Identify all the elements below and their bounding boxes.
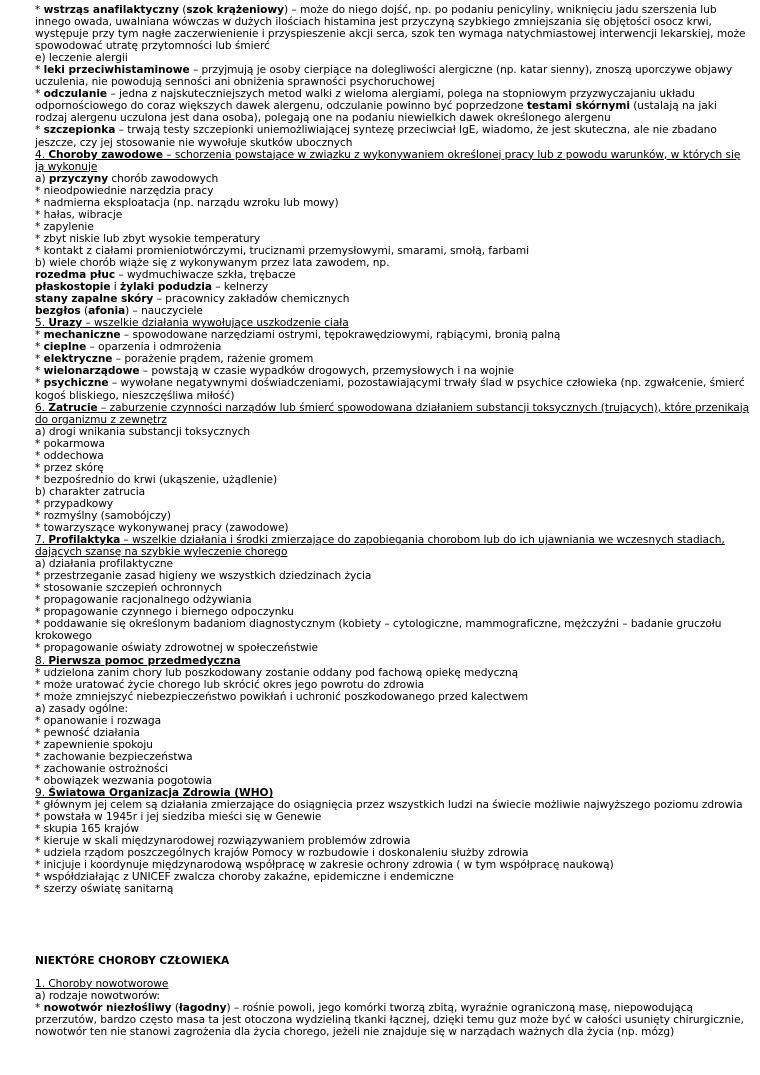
text-run: – oparzenia i odmrożenia [86,341,222,354]
text-line [35,847,750,859]
text-run: – powstają w czasie wypadków drogowych, przemysłowych i na wojnie [139,365,514,378]
text-line [35,835,750,847]
text-line [35,594,750,606]
text-run: 8. [35,654,49,667]
text-line [35,173,750,185]
text-line [35,667,750,679]
text-line [35,727,750,739]
text-run: * propagowanie oświaty zdrowotnej w społeczeństwie [35,642,318,655]
section-heading [35,534,750,558]
bold-term: stany zapalne skóry [35,293,154,306]
bold-term: szczepionka [43,124,116,137]
text-run: – porażenie prądem, rażenie gromem [112,353,314,366]
bold-term: cieplne [43,341,87,354]
text-run: – trwają testy szczepionki uniemożliwiającej syntezę przeciwciał IgE, wiadomo, że jest skuteczna, ale nie zbadano jeszcze, czy jej stosowanie nie wywołuje skutków ubocznych [35,124,717,149]
text-line [35,871,750,883]
text-run: * towarzyszące wykonywanej pracy (zawodowe) [35,522,289,535]
text-line [35,582,750,594]
text-line [35,4,750,52]
text-run: * kontakt z ciałami promieniotwórczymi, truciznami przemysłowymi, smarami, smołą, farbami [35,244,529,257]
section-heading [35,149,750,173]
bold-term: łagodny [178,1001,227,1014]
section-heading [35,402,750,426]
bold-term: mechaniczne [43,329,121,342]
text-line [35,329,750,341]
text-run: * zachowanie ostrożności [35,762,169,775]
text-run: * rozmyślny (samobójczy) [35,509,171,522]
text-run: – jedna z najskuteczniejszych metod walki z wieloma alergiami, polega na stopniowym przyzwyczajaniu układu odpornościowego do coraz większych dawek alergenu, odczulanie powinno być poprzedzone [35,88,695,113]
document-body [35,4,750,1038]
bold-term: bezgłos [35,305,81,318]
bold-term: wielonarządowe [43,365,140,378]
text-run: – wydmuchiwacze szkła, trębacze [115,269,296,282]
text-line [35,691,750,703]
text-run: – zaburzenie czynności narządów lub śmierć spowodowana działaniem substancji toksycznych (trujących), które przenikają do organizmu z zewnętrz [35,401,750,426]
section-heading [35,787,750,799]
text-line [35,450,750,462]
text-run: a) działania profilaktyczne [35,558,173,571]
text-run: * może zmniejszyć niebezpieczeństwo powikłań i uchronić poszkodowanego przed kalectwem [35,690,528,703]
text-run: * powstała w 1945r i jej siedziba mieści się w Genewie [35,811,322,824]
text-run: * [35,341,44,354]
text-line [35,618,750,642]
text-line [35,570,750,582]
text-run: * [35,88,44,101]
text-line [35,811,750,823]
text-line [35,823,750,835]
section-heading [35,655,750,667]
text-line [35,799,750,811]
text-line [35,522,750,534]
text-run: – wywołane negatywnymi doświadczeniami, pozostawiającymi trwały ślad w psychice człowieka (np. zgwałcenie, śmierć kogoś bliskiego, nieszczęśliwa miłość) [35,377,745,402]
text-line [35,88,750,124]
text-run: a) zasady ogólne: [35,702,128,715]
text-run: a) [35,172,49,185]
text-run: * przypadkowy [35,497,114,510]
text-run: ) – nauczyciele [125,305,203,318]
text-line [35,281,750,293]
text-run: * zapylenie [35,220,94,233]
text-line [35,763,750,775]
text-run: 9. [35,787,49,800]
bold-term: testami skórnymi [526,100,630,113]
text-run: ) – rośnie powoli, jego komórki tworzą zbitą, wyraźnie ograniczoną masę, niepowodującą przerzutów, bardzo często masa ta jest otoczona wydzieliną tkanki łącznej, dzięki temu guz może być w całości usunięty chirurgicznie, nowotwór ten nie stanowi zagrożenia dla życia chorego, jeżeli nie znajduje się w narządach ważnych dla życia (np. mózg) [35,1001,744,1038]
bold-term: wstrząs anafilaktyczny [43,4,179,16]
bold-term: NIEKTÓRE CHOROBY CZŁOWIEKA [35,955,230,968]
text-line [35,1002,750,1038]
text-line [35,715,750,727]
text-line [35,365,750,377]
bold-term: Profilaktyka [48,534,121,547]
section-heading [35,317,750,329]
text-line [35,426,750,438]
bold-term: żylaki podudzia [120,281,212,294]
text-run: * głównym jej celem są działania zmierzające do osiągnięcia przez wszystkich ludzi na świecie możliwie najwyższego poziomu zdrowia [35,799,743,812]
text-run: – kelnerzy [211,281,269,294]
text-line [35,221,750,233]
text-run: 5. [35,317,49,330]
text-run: * zbyt niskie lub zbyt wysokie temperatury [35,232,261,245]
bold-term: Choroby zawodowe [48,148,164,161]
text-line [35,498,750,510]
text-run: * propagowanie czynnego i biernego odpoczynku [35,606,294,619]
text-run: ( [80,305,89,318]
bold-term: odczulanie [43,88,108,101]
text-line [35,955,750,967]
text-line [35,990,750,1002]
bold-term: Światowa Organizacja Zdrowia (WHO) [48,787,274,800]
text-run: * obowiązek wezwania pogotowia [35,775,213,787]
bold-term: przyczyny [48,172,109,185]
text-run: * skupia 165 krajów [35,823,139,836]
text-run: * propagowanie racjonalnego odżywiania [35,594,252,607]
text-run: b) wiele chorób wiąże się z wykonywanym przez lata zawodem, np. [35,256,390,269]
bold-term: Pierwsza pomoc przedmedyczna [48,654,241,667]
text-line [35,679,750,691]
bold-term: Zatrucie [48,401,98,414]
text-line [35,775,750,787]
text-run: i [110,281,120,294]
text-line [35,474,750,486]
text-run: * opanowanie i rozwaga [35,714,162,727]
section-heading [35,978,750,990]
text-run: * oddechowa [35,449,104,462]
text-line [35,462,750,474]
text-run: * [35,64,44,77]
text-run: ( [178,4,187,16]
text-run: * pokarmowa [35,437,105,450]
bold-term: leki przeciwhistaminowe [43,64,190,77]
text-line [35,64,750,88]
text-line [35,257,750,269]
text-run: – pracownicy zakładów chemicznych [153,293,350,306]
text-run: ( [171,1001,179,1014]
text-run: * inicjuje i koordynuje międzynarodową współpracę w zakresie ochrony zdrowia ( w tym współpracę naukową) [35,859,614,872]
text-run: * szerzy oświatę sanitarną [35,883,174,896]
text-run: * [35,124,44,137]
text-run: * bezpośrednio do krwi (ukąszenie, użądlenie) [35,473,278,486]
text-run: * zapewnienie spokoju [35,738,153,751]
text-run: * zachowanie bezpieczeństwa [35,750,193,763]
text-run: * stosowanie szczepień ochronnych [35,582,222,595]
text-run: b) charakter zatrucia [35,485,146,498]
text-run: * może uratować życie chorego lub skrócić okres jego powrotu do zdrowia [35,678,425,691]
text-line [35,353,750,365]
text-line [35,341,750,353]
bold-term: nowotwór niezłośliwy [43,1001,172,1014]
text-run: – wszelkie działania wywołujące uszkodzenie ciała [82,317,349,330]
text-run: * kieruje w skali międzynarodowej rozwiązywaniem problemów zdrowia [35,835,411,848]
text-run: * [35,365,44,378]
text-run: chorób zawodowych [108,172,219,185]
text-line [35,606,750,618]
bold-term: szok krążeniowy [186,4,284,16]
text-run: – przyjmują je osoby cierpiące na dolegliwości alergiczne (np. katar sienny), znoszą uporczywe objawy uczulenia, nie powodują senności ani obniżenia sprawności psychoruchowej [35,64,733,89]
bold-term: psychiczne [43,377,109,390]
text-run: * pewność działania [35,726,140,739]
text-run: * [35,353,44,366]
bold-term: afonia [88,305,126,318]
bold-term: elektryczne [43,353,113,366]
text-line [35,197,750,209]
text-line [35,739,750,751]
text-line [35,377,750,401]
text-run: e) leczenie alergii [35,52,128,65]
text-line [35,859,750,871]
text-line [35,751,750,763]
text-line [35,703,750,715]
spacer [35,895,750,955]
text-run: 4. [35,148,49,161]
bold-term: płaskostopie [35,281,111,294]
text-run: * przestrzeganie zasad higieny we wszystkich dziedzinach życia [35,570,372,583]
text-run: ) – może do niego dojść, np. po podaniu penicyliny, wniknięciu jadu szerszenia lub innego owada, uwalniana wówczas w dużych ilościach histamina jest przyczyną szybkiego zmniejszania się objętości osocz krwi, występuje przy tym nagłe zaczerwienienie i przyspieszenie akcji serca, szok ten wymaga natychmiastowej interwencji lekarskiej, może spowodować utratę przytomności lub śmierć [35,4,746,53]
text-run: * hałas, wibracje [35,208,123,221]
text-line [35,293,750,305]
text-run: * [35,377,44,390]
text-line [35,124,750,148]
text-line [35,209,750,221]
text-run: 7. [35,534,49,547]
text-run: * udzielona zanim chory lub poszkodowany zostanie oddany pod fachową opiekę medyczną [35,666,519,679]
text-line [35,642,750,654]
text-line [35,486,750,498]
text-line [35,510,750,522]
text-run: * współdziałając z UNICEF zwalcza choroby zakaźne, epidemiczne i endemiczne [35,871,454,884]
text-line [35,558,750,570]
text-run: a) rodzaje nowotworów: [35,989,161,1002]
bold-term: rozedma płuc [35,269,116,282]
text-run: * nadmierna eksploatacja (np. narządu wzroku lub mowy) [35,196,339,209]
text-line [35,185,750,197]
text-run: 6. [35,401,49,414]
text-run: * poddawanie się określonym badaniom diagnostycznym (kobiety – cytologiczne, mammograficzne, mężczyźni – badanie gruczołu krokowego [35,618,722,643]
text-line [35,438,750,450]
text-run: – wszelkie działania i środki zmierzające do zapobiegania chorobom lub do ich ujawniania we wczesnych stadiach, dających szansę na szybkie wyleczenie chorego [35,534,725,559]
text-run: * [35,1001,44,1014]
text-line [35,305,750,317]
text-line [35,52,750,64]
text-run: * nieodpowiednie narzędzia pracy [35,184,214,197]
text-line [35,233,750,245]
text-line [35,245,750,257]
text-run: – schorzenia powstające w związku z wykonywaniem określonej pracy lub z powodu warunków, w których się ją wykonuje [35,148,741,173]
bold-term: Urazy [48,317,83,330]
text-run: – spowodowane narzędziami ostrymi, tępokrawędziowymi, rąbiącymi, bronią palną [120,329,561,342]
text-run: (ustalają na jaki rodzaj alergenu uczulona jest dana osoba), polegają one na podaniu niewielkich dawek określonego alergenu [35,100,717,125]
spacer [35,968,750,978]
text-run: * [35,4,44,16]
text-run: * [35,329,44,342]
text-line [35,883,750,895]
text-line [35,269,750,281]
text-run: 1. Choroby nowotworowe [35,977,169,990]
text-run: * przez skórę [35,461,104,474]
text-run: * udziela rządom poszczególnych krajów Pomocy w rozbudowie i doskonaleniu służby zdrowia [35,847,529,860]
text-run: a) drogi wnikania substancji toksycznych [35,425,251,438]
